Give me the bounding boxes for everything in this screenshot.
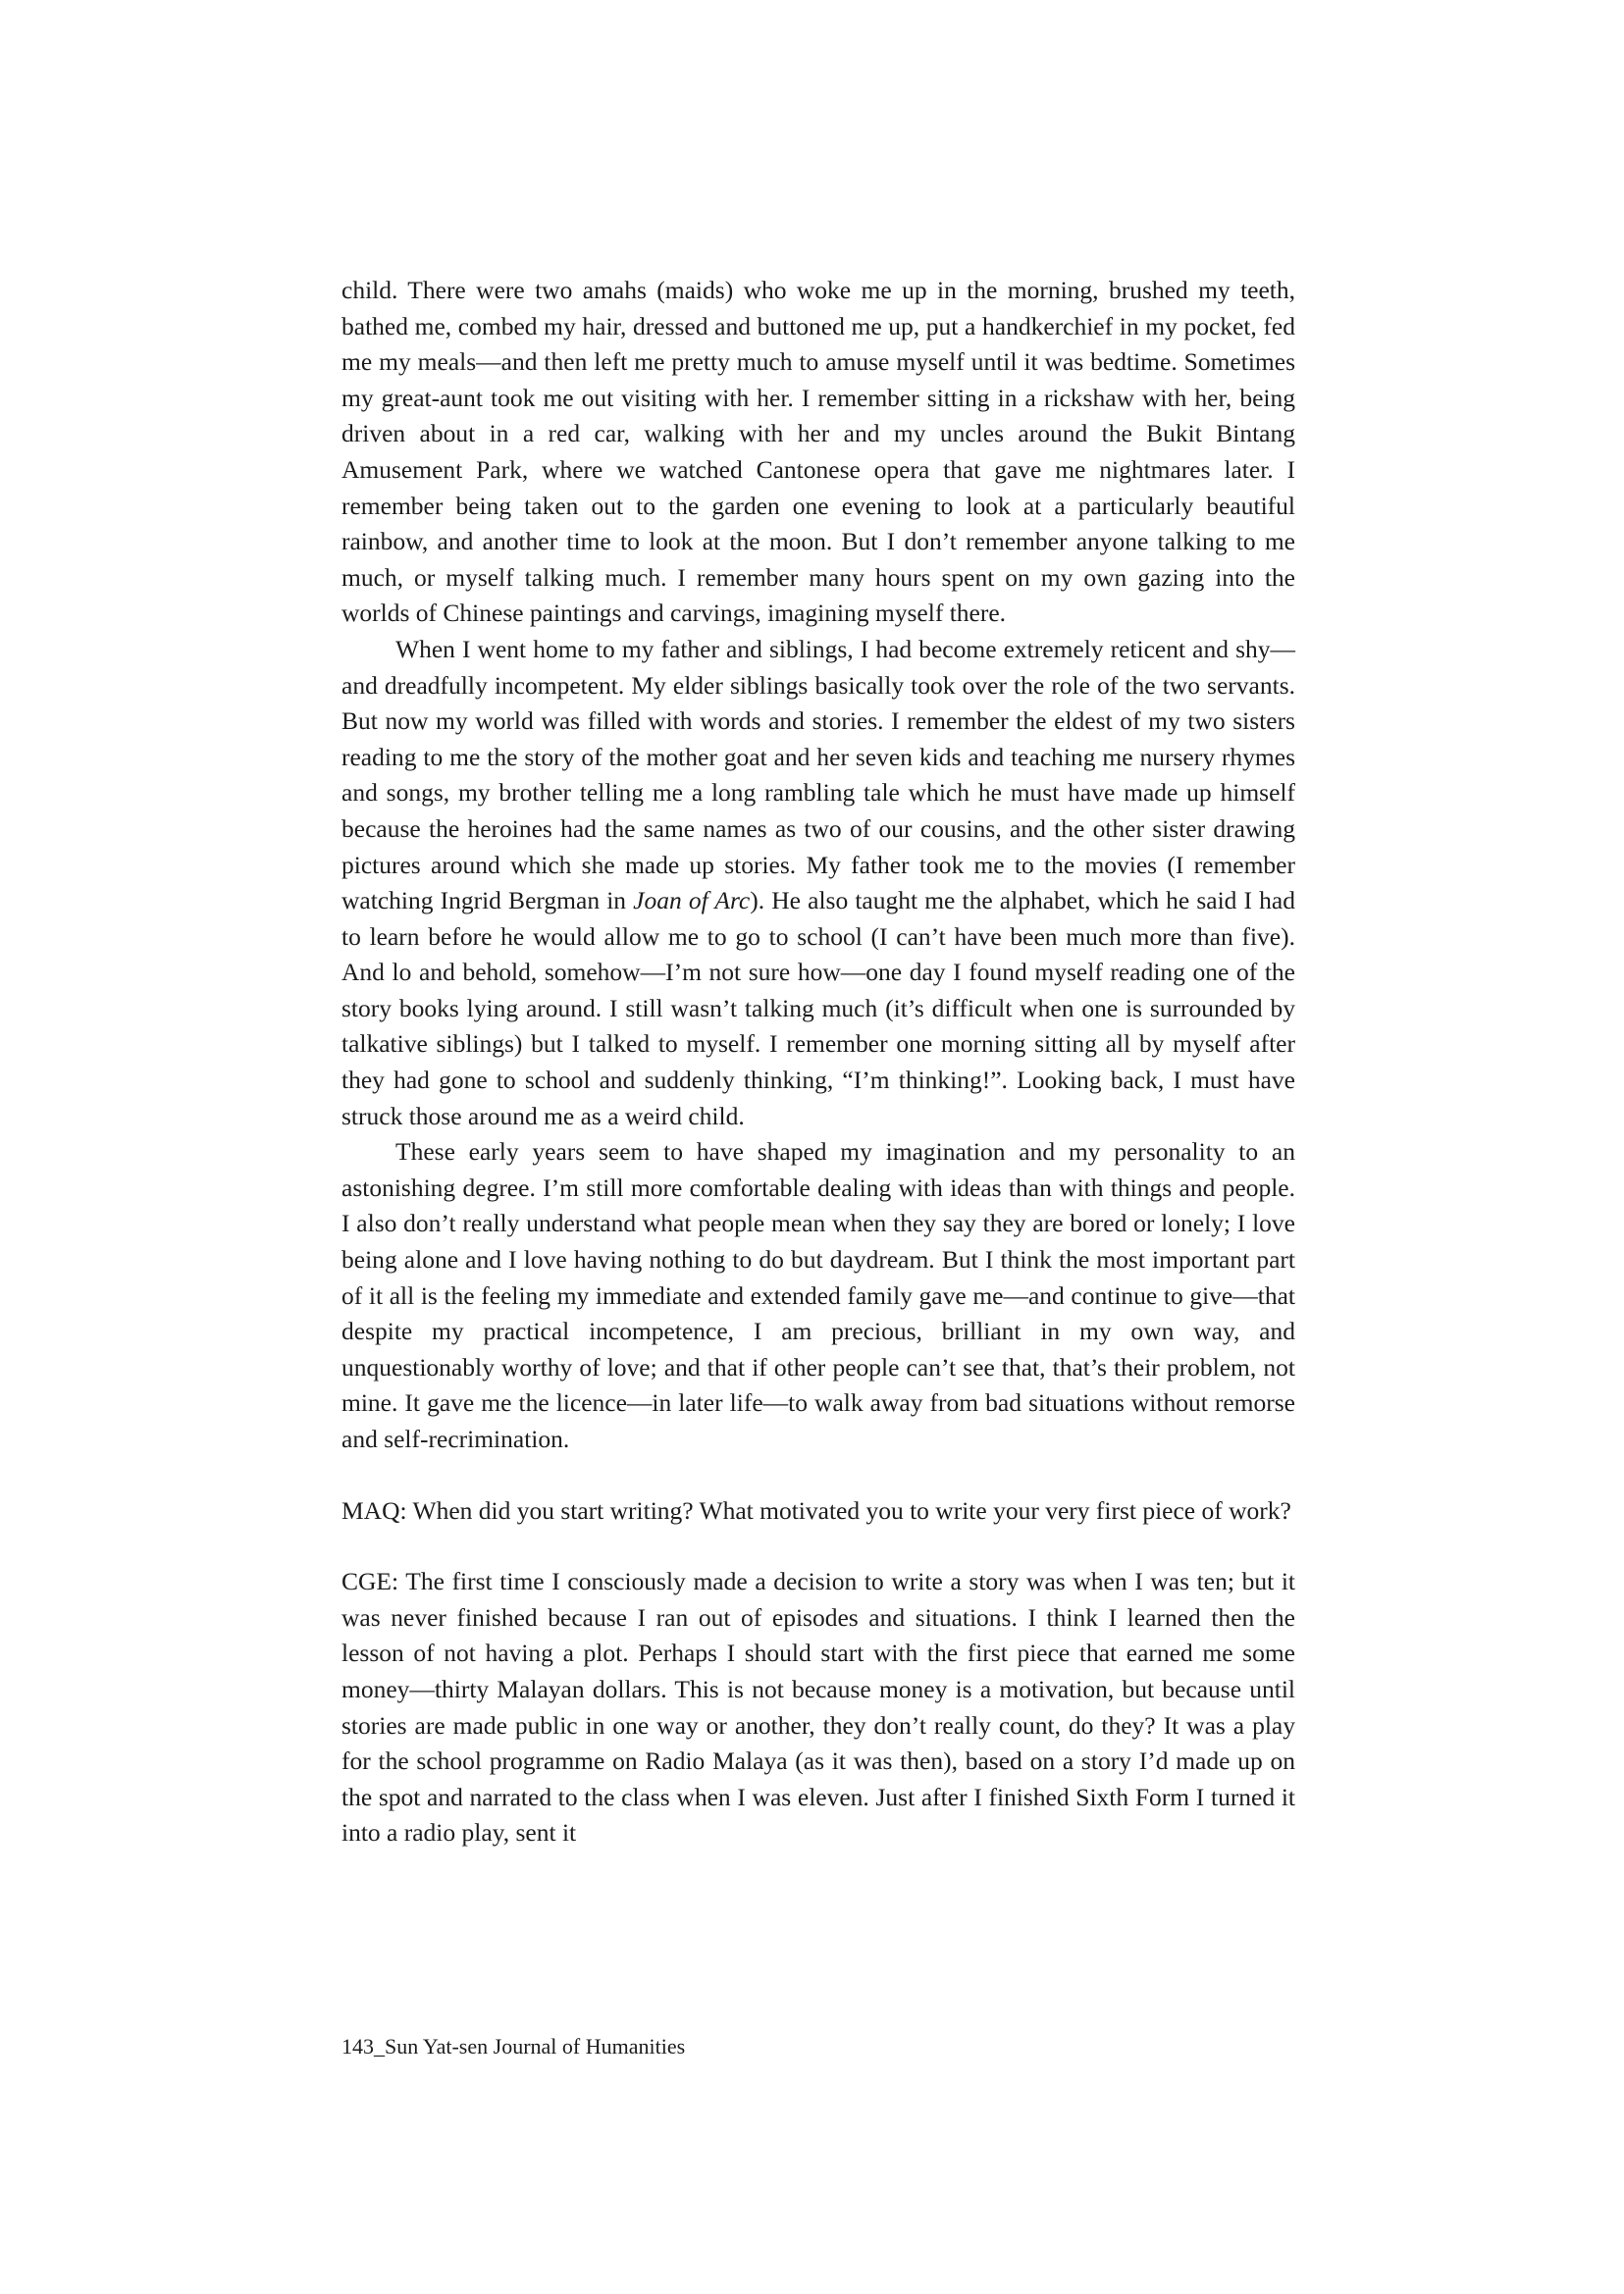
interview-answer: CGE: The first time I consciously made a decision to write a story was when I was ten; but it was never finished because I ran out of episodes and situations. I think I learned then the lesson of not having a plot. Perhaps I should start with the first piece that earned me some money—thirty Malayan dollars. This is not because money is a motivation, but because until stories are made public in one way or another, they don’t really count, do they? It was a play for the school programme on Radio Malaya (as it was then), based on a story I’d made up on the spot and narrated to the class when I was eleven. Just after I finished Sixth Form I turned it into a radio play, sent it — [341, 1567, 1295, 1848]
paragraph-going-home — [341, 632, 1295, 1134]
paragraph-early-years: These early years seem to have shaped my imagination and my personality to an astonishing degree. I’m still more comfortable dealing with ideas than with things and people. I also don’t really understand what people mean when they say they are bored or lonely; I love being alone and I love having nothing to do but daydream. But I think the most important part of it all is the feeling my immediate and extended family gave me—and continue to give—that despite my practical incompetence, I am precious, brilliant in my own way, and unquestionably worthy of love; and that if other people can’t see that, that’s their problem, not mine. It gave me the licence—in later life—to walk away from bad situations without remorse and self-recrimination. — [341, 1137, 1295, 1453]
paragraph-going-home-part-2: ). He also taught me the alphabet, which he said I had to learn before he would allow me to go to school (I can’t have been much more than five). And lo and behold, somehow—I’m not sure how—one day I found myself reading one of the story books lying around. I still wasn’t talking much (it’s difficult when one is surrounded by talkative siblings) but I talked to myself. I remember one morning sitting all by myself after they had gone to school and suddenly thinking, “I’m thinking!”. Looking back, I must have struck those around me as a weird child. — [341, 886, 1295, 1130]
paragraph-gap — [341, 1458, 1295, 1493]
paragraph-going-home-part-1: When I went home to my father and siblings, I had become extremely reticent and shy—and dreadfully incompetent. My elder siblings basically took over the role of the two servants. But now my world was filled with words and stories. I remember the eldest of my two sisters reading to me the story of the mother goat and her seven kids and teaching me nursery rhymes and songs, my brother telling me a long rambling tale which he must have made up himself because the heroines had the same names as two of our cousins, and the other sister drawing pictures around which she made up stories. My father took me to the movies (I remember watching Ingrid Bergman in — [341, 634, 1295, 915]
page-footer: 143_Sun Yat-sen Journal of Humanities — [341, 2034, 686, 2059]
paragraph-childhood: child. There were two amahs (maids) who woke me up in the morning, brushed my teeth, bathed me, combed my hair, dressed and buttoned me up, put a handkerchief in my pocket, fed me my meals—and then left me pretty much to amuse myself until it was bedtime. Sometimes my great-aunt took me out visiting with her. I remember sitting in a rickshaw with her, being driven about in a red car, walking with her and my uncles around the Bukit Bintang Amusement Park, where we watched Cantonese opera that gave me nightmares later. I remember being taken out to the garden one evening to look at a particularly beautiful rainbow, and another time to look at the moon. But I don’t remember anyone talking to me much, or myself talking much. I remember many hours spent on my own gazing into the worlds of Chinese paintings and carvings, imagining myself there. — [341, 276, 1295, 628]
interview-question: MAQ: When did you start writing? What motivated you to write your very first piece of work? — [341, 1495, 1291, 1525]
paragraph-gap — [341, 1529, 1295, 1564]
article-body — [341, 273, 1295, 1851]
film-title: Joan of Arc — [633, 886, 751, 915]
